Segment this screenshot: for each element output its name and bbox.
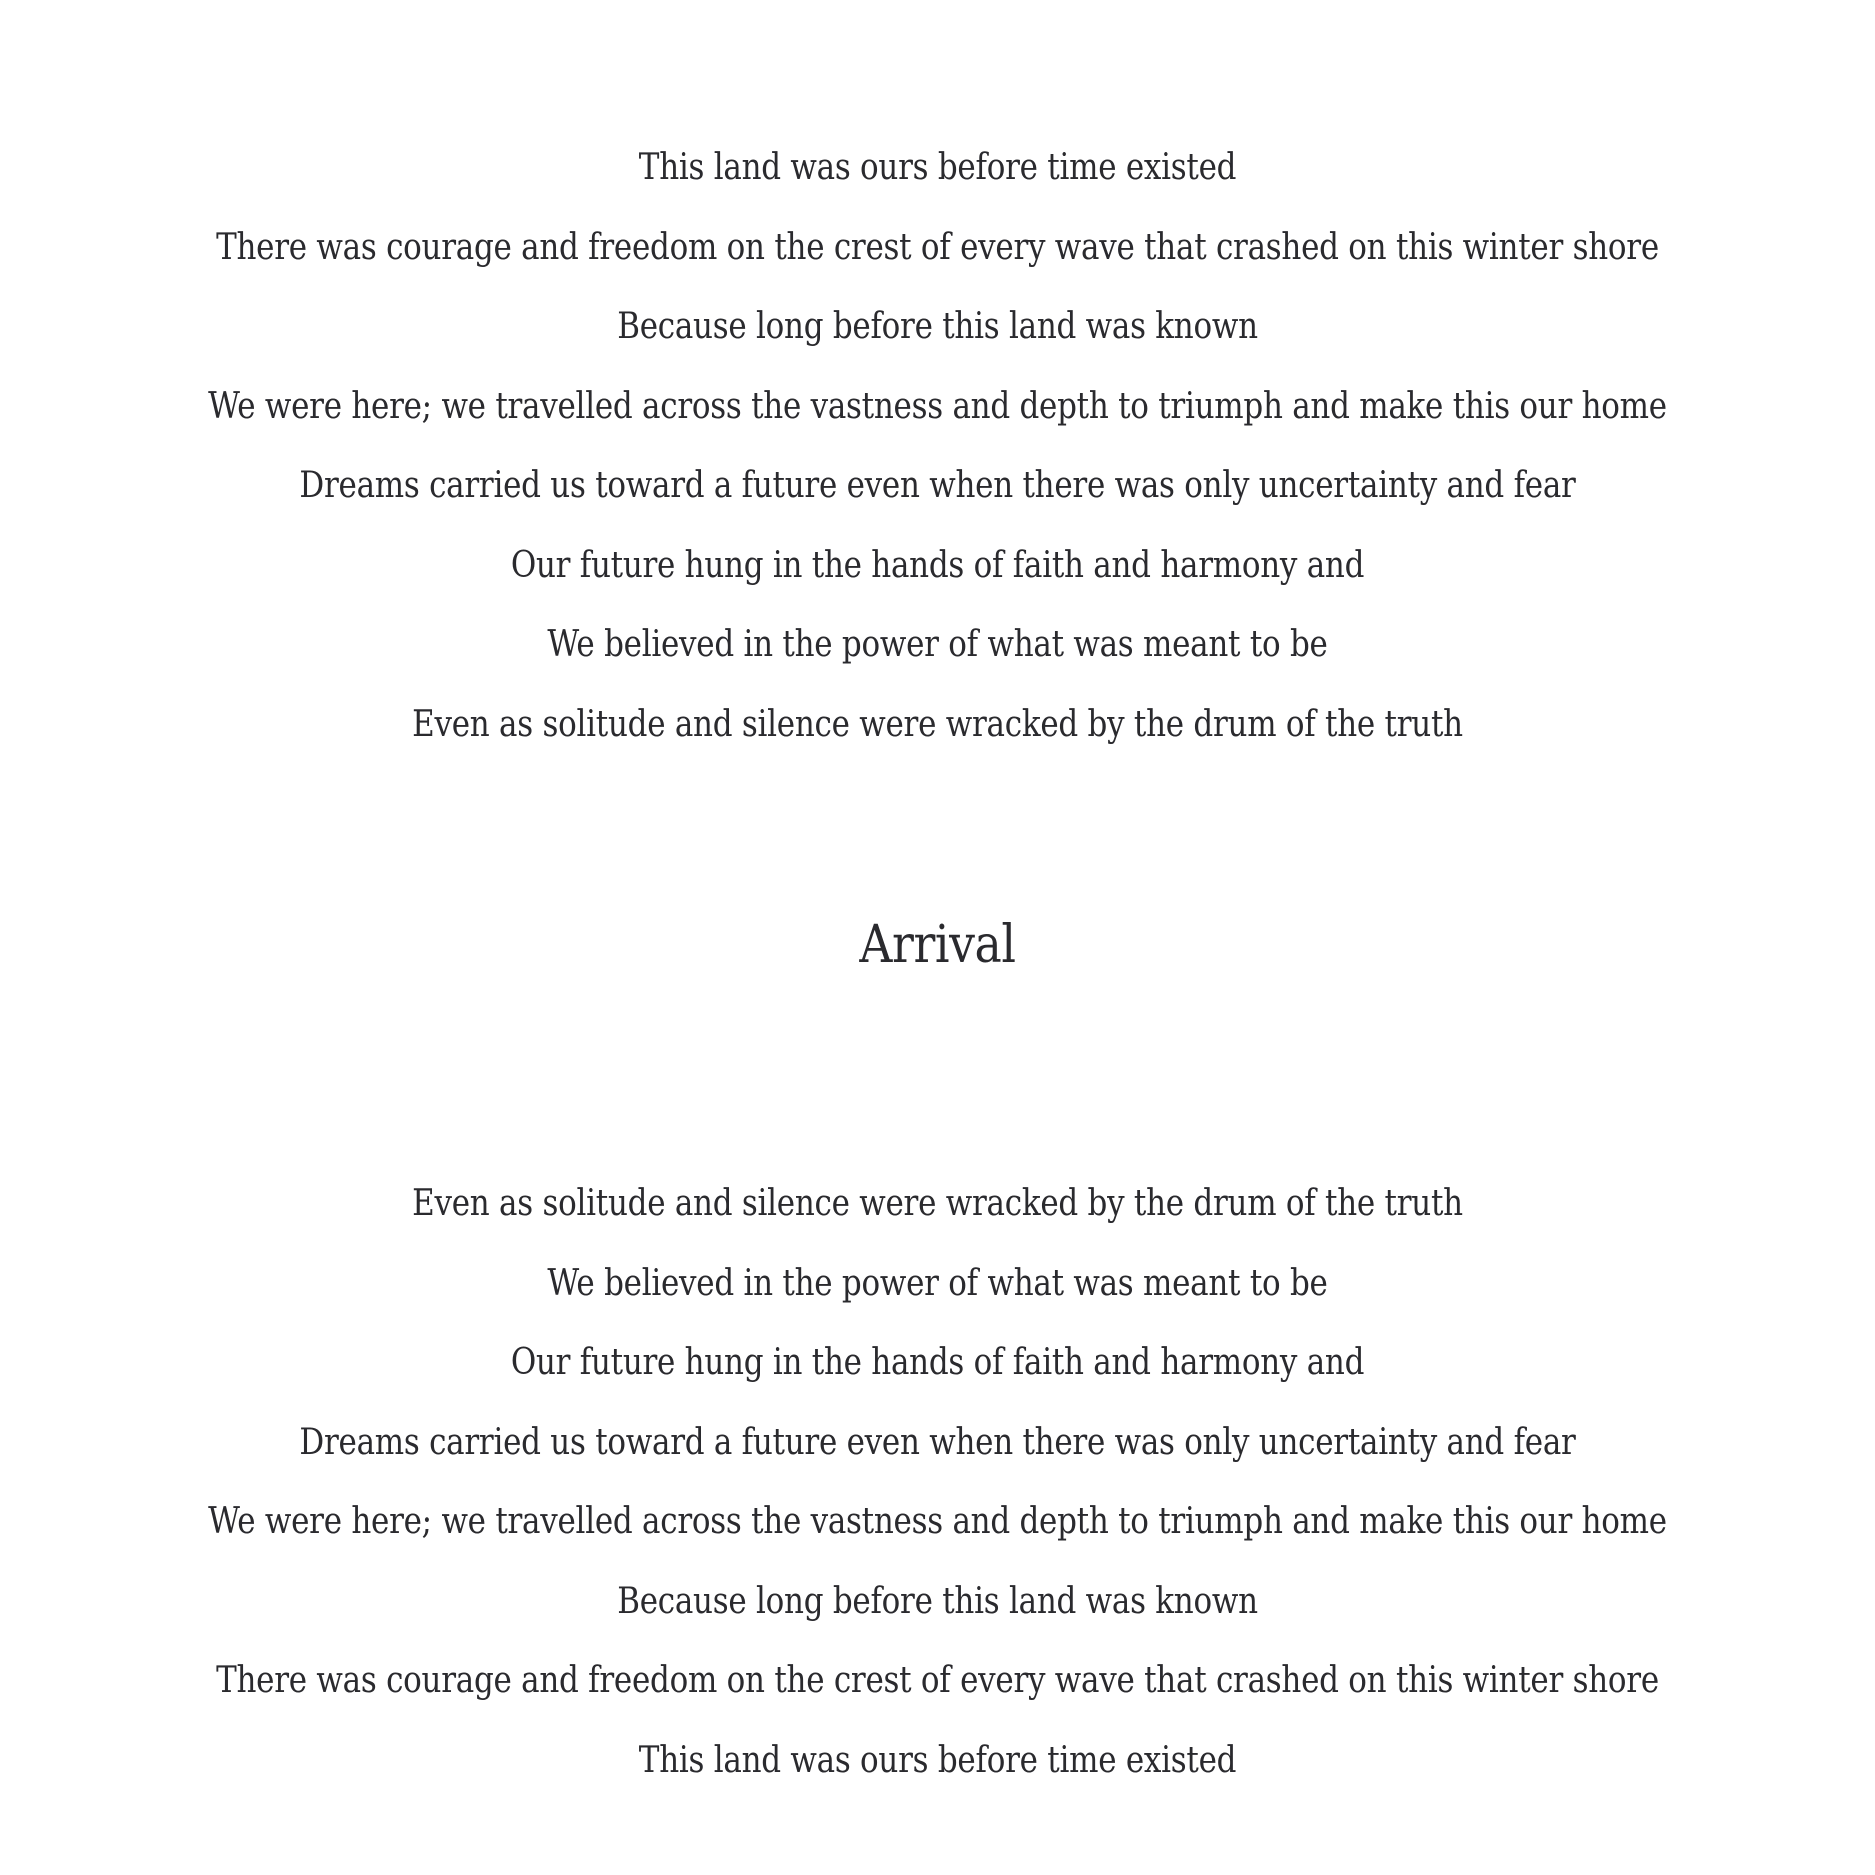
poem-line: Dreams carried us toward a future even when there was only uncertainty and fear [299,465,1576,506]
poem-line: Because long before this land was known [617,306,1258,347]
poem-line: Our future hung in the hands of faith and harmony and [510,1342,1365,1383]
stanza-bottom [0,1164,1875,1800]
poem-line: There was courage and freedom on the crest of every wave that crashed on this winter shore [216,226,1659,268]
poem-line: Dreams carried us toward a future even when there was only uncertainty and fear [299,1421,1576,1463]
poem-line: There was courage and freedom on the crest of every wave that crashed on this winter shore [216,1660,1659,1701]
poem-line: Even as solitude and silence were wracked by the drum of the truth [412,1183,1463,1224]
poem-line: We believed in the power of what was meant to be [547,1262,1328,1304]
poem-line: We were here; we travelled across the vastness and depth to triumph and make this our home [208,385,1667,427]
poem-line: We believed in the power of what was meant to be [547,624,1328,665]
poem-title: Arrival [859,915,1016,975]
poem-line: This land was ours before time existed [638,1739,1237,1781]
stanza-top [0,128,1875,764]
poem-line: This land was ours before time existed [638,147,1237,188]
poem-line: Even as solitude and silence were wracked by the drum of the truth [412,703,1463,745]
poem-line: Because long before this land was known [617,1580,1258,1622]
poem-line: We were here; we travelled across the vastness and depth to triumph and make this our home [208,1501,1667,1542]
poem-line: Our future hung in the hands of faith and harmony and [510,544,1365,586]
